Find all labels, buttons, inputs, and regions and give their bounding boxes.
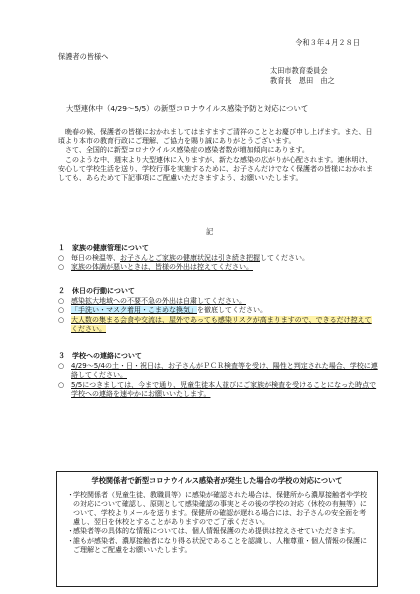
sender-name: 教育長 恩田 由之 [270,76,335,86]
dot-bullet-icon: ・ [67,490,74,499]
dot-bullet-icon: ・ [67,536,74,545]
box-title: 学校関係者で新型コロナウイルス感染者が発生した場合の学校の対応について [91,476,343,485]
document-date: 令和３年４月２８日 [295,38,360,47]
section-holiday-behavior [58,287,378,334]
list-item [58,362,378,380]
box-list-item [67,491,369,528]
recipient-line: 保護者の皆様へ [58,52,109,61]
item-text: 毎日の検温等、 [71,254,120,263]
list-item [58,381,378,399]
box-item-text: 感染者等の具体的な情報については、個人情報保護のため提供は控えさせていただきます。 [73,527,360,536]
circle-bullet-icon: ○ [58,263,65,272]
section-heading [58,287,378,296]
box-body [57,486,377,556]
ki-marker: 記 [206,227,214,236]
circle-bullet-icon: ○ [58,306,65,315]
document-title: 大型連休中（4/29～5/5）の新型コロナウイルス感染予防と対応について [66,104,309,113]
circle-bullet-icon: ○ [58,254,65,263]
item-text: してください。 [260,254,309,263]
section-title: 家族の健康管理について [72,244,149,252]
sender-block [270,66,335,87]
list-item [58,263,378,272]
item-text-underlined: 5/5につきましては、今まで通り、児童生徒本人並びにご家族が検査を受けることになった時点で学校への連絡を速やかにお願いいたします。 [71,380,377,398]
item-text-underlined: 大人数の集まる会食や交流は、屋外であっても感染リスクが高まりますので、できるだけ控えてください。 [71,315,372,333]
intro-paragraph-3: このような中、週末より大型連休に入りますが、新たな感染の広がりが心配されます。連休明け、安心して学校生活を送り、学校行事を実施するために、お子さんだけでなく保護者の皆様におかれましても、あらためて下記事項にご配慮いただきますよう、お願いいたします。 [58,155,373,183]
item-text-underlined: 4/29～5/4の土・日・祝日は、お子さんがＰＣＲ検査等を受け、陽性と判定された場合、学校に連絡してください。 [71,362,378,380]
item-text: を徹底してください。 [197,306,267,315]
circle-bullet-icon: ○ [58,380,65,389]
box-list-item [67,537,369,555]
school-response-box [56,471,378,587]
box-item-text: 誰もが感染者、濃厚接触者になり得る状況であることを認識し、人権尊重・個人情報の保護にご理解とご配慮をお願いいたします。 [73,536,367,554]
section-school-contact [58,352,378,399]
circle-bullet-icon: ○ [58,362,65,371]
item-text-underlined: 「手洗い・マスク着用・こまめな換気」 [71,306,197,315]
section-number: ３ [58,352,65,360]
intro-paragraph-1: 晩春の候、保護者の皆様におかれましてはますますご清祥のこととお慶び申し上げます。また、日頃より本市の教育行政にご理解、ご協力を賜り誠にありがとうございます。 [58,128,373,146]
sender-organization: 太田市教育委員会 [270,66,328,75]
section-title: 学校への連絡について [72,352,142,360]
box-item-text: 学校関係者（児童生徒、教職員等）に感染が確認された場合は、保健所から濃厚接触者や学校の対応について確認し、原則として感染確認の事実とその後の学校の対応（休校の有無等）について、学校よりメールを送ります。保健所の確認が遅れる場合には、お子さんの安全面を考慮し、翌日を休校とすることがありますのでご了承ください。 [73,490,367,527]
section-health [58,244,378,273]
intro-paragraph-2: さて、全国的に新型コロナウイルス感染症の感染者数が増加傾向にあります。 [65,146,309,155]
dot-bullet-icon: ・ [67,527,74,536]
section-title: 休日の行動について [72,287,135,295]
section-heading [58,244,378,253]
list-item [58,306,378,315]
circle-bullet-icon: ○ [58,297,65,306]
item-text-underlined: 感染拡大地域への不要不急の外出は自粛してください。 [71,297,246,306]
section-heading [58,352,378,361]
item-text-underlined: 家族の体調が悪いときは、皆様の外出は控えてください。 [71,263,253,272]
box-list-item [67,527,369,536]
section-number: １ [58,244,65,252]
section-number: ２ [58,287,65,295]
list-item [58,316,378,334]
circle-bullet-icon: ○ [58,315,65,324]
item-text-underlined: お子さんとご家族の健康状況は引き続き把握 [120,254,260,263]
intro-body [58,128,378,183]
